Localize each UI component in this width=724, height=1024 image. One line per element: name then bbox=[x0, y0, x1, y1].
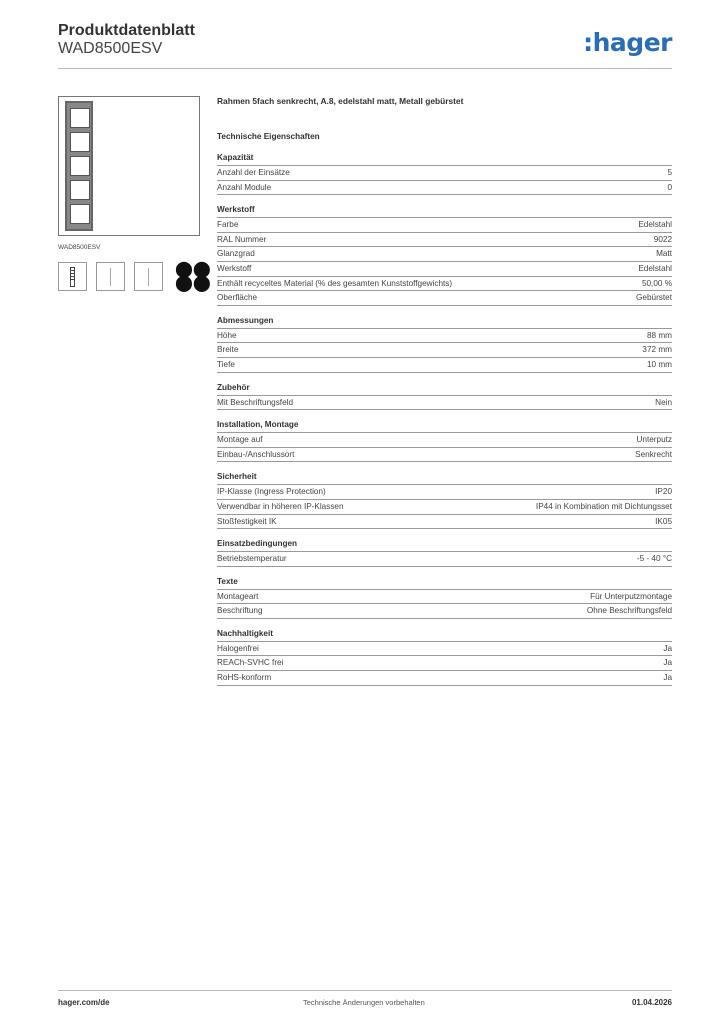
spec-label: Oberfläche bbox=[217, 293, 258, 303]
spec-row bbox=[217, 181, 672, 196]
spec-row bbox=[217, 262, 672, 277]
spec-value: Für Unterputzmontage bbox=[590, 591, 672, 601]
spec-section bbox=[217, 204, 672, 306]
footer-disclaimer: Technische Änderungen vorbehalten bbox=[303, 998, 425, 1007]
spec-row bbox=[217, 642, 672, 657]
spec-row bbox=[217, 358, 672, 373]
spec-value: 88 mm bbox=[646, 330, 672, 340]
spec-value: Nein bbox=[655, 397, 672, 407]
spec-row bbox=[217, 396, 672, 411]
spec-row bbox=[217, 671, 672, 686]
section-title: Installation, Montage bbox=[217, 419, 672, 433]
spec-value: 50,00 % bbox=[641, 278, 672, 288]
spec-value: Matt bbox=[656, 249, 672, 259]
product-code: WAD8500ESV bbox=[58, 40, 163, 57]
spec-value: IP20 bbox=[655, 487, 672, 497]
spec-value: Gebürstet bbox=[636, 293, 672, 303]
document-title: Produktdatenblatt bbox=[58, 22, 195, 39]
spec-row bbox=[217, 218, 672, 233]
footer-date: 01.04.2026 bbox=[631, 998, 672, 1007]
section-title: Abmessungen bbox=[217, 315, 672, 329]
spec-row bbox=[217, 233, 672, 248]
section-title: Nachhaltigkeit bbox=[217, 628, 672, 642]
section-title: Kapazität bbox=[217, 152, 672, 166]
spec-section bbox=[217, 538, 672, 567]
section-title: Texte bbox=[217, 576, 672, 590]
section-title: Zubehör bbox=[217, 382, 672, 396]
spec-label: Höhe bbox=[217, 330, 237, 340]
spec-row bbox=[217, 500, 672, 515]
spec-label: Beschriftung bbox=[217, 606, 263, 616]
spec-value: Edelstahl bbox=[638, 220, 672, 230]
spec-row bbox=[217, 247, 672, 262]
spec-row bbox=[217, 433, 672, 448]
spec-value: Ja bbox=[663, 658, 672, 668]
spec-label: Halogenfrei bbox=[217, 643, 259, 653]
spec-row bbox=[217, 166, 672, 181]
footer-divider bbox=[58, 990, 672, 991]
spec-section bbox=[217, 382, 672, 411]
spec-section bbox=[217, 419, 672, 462]
spec-label: Mit Beschriftungsfeld bbox=[217, 397, 293, 407]
spec-label: Betriebstemperatur bbox=[217, 554, 287, 564]
section-title: Einsatzbedingungen bbox=[217, 538, 672, 552]
footer-website: hager.com/de bbox=[58, 998, 110, 1007]
spec-label: Werkstoff bbox=[217, 263, 252, 273]
water-drops-icon: ⬤⬤ ⬤⬤ bbox=[175, 261, 211, 292]
spec-label: RoHS-konform bbox=[217, 673, 272, 683]
spec-value: 5 bbox=[667, 168, 672, 177]
spec-label: Breite bbox=[217, 345, 239, 355]
spec-value: 0 bbox=[667, 182, 672, 192]
product-image bbox=[58, 96, 200, 236]
spec-label: Montageart bbox=[217, 591, 259, 601]
spec-row bbox=[217, 515, 672, 530]
spec-label: Einbau-/Anschlussort bbox=[217, 449, 295, 459]
spec-section bbox=[217, 315, 672, 373]
spec-label: Verwendbar in höheren IP-Klassen bbox=[217, 501, 344, 511]
spec-row bbox=[217, 590, 672, 605]
spec-label: Glanzgrad bbox=[217, 249, 255, 259]
image-caption: WAD8500ESV bbox=[58, 244, 101, 251]
spec-row bbox=[217, 485, 672, 500]
spec-row bbox=[217, 656, 672, 671]
spec-row bbox=[217, 448, 672, 463]
spec-section bbox=[217, 576, 672, 619]
spec-value: 372 mm bbox=[642, 345, 672, 355]
spec-value: IK05 bbox=[655, 516, 672, 526]
spec-label: Enthält recyceltes Material (% des gesamten Kunststoffgewichts) bbox=[217, 278, 453, 288]
spec-section bbox=[217, 628, 672, 686]
page-header bbox=[58, 22, 672, 58]
spec-value: -5 - 40 °C bbox=[636, 554, 672, 564]
spec-content bbox=[217, 96, 672, 686]
tech-heading: Technische Eigenschaften bbox=[217, 132, 320, 141]
spec-value: Ja bbox=[663, 643, 672, 653]
section-title: Werkstoff bbox=[217, 204, 672, 218]
section-title: Sicherheit bbox=[217, 471, 672, 485]
frame-illustration bbox=[65, 101, 93, 231]
spec-label: Stoßfestigkeit IK bbox=[217, 516, 277, 526]
spec-value: Edelstahl bbox=[638, 263, 672, 273]
spec-value: 9022 bbox=[653, 234, 672, 244]
header-divider bbox=[58, 68, 672, 69]
spec-label: Anzahl Module bbox=[217, 182, 272, 192]
spec-row bbox=[217, 291, 672, 306]
hager-logo: :hager bbox=[583, 28, 672, 57]
spec-value: Ja bbox=[663, 673, 672, 683]
spec-label: Montage auf bbox=[217, 435, 263, 445]
spec-label: Anzahl der Einsätze bbox=[217, 168, 290, 177]
spec-value: Ohne Beschriftungsfeld bbox=[586, 606, 672, 616]
spec-row bbox=[217, 604, 672, 619]
spec-section bbox=[217, 471, 672, 529]
spec-section bbox=[217, 152, 672, 195]
vertical-line-icon bbox=[134, 262, 163, 291]
spec-row bbox=[217, 343, 672, 358]
spec-label: RAL Nummer bbox=[217, 234, 267, 244]
spec-label: Tiefe bbox=[217, 359, 235, 369]
product-title: Rahmen 5fach senkrecht, A.8, edelstahl matt, Metall gebürstet bbox=[217, 96, 464, 106]
spec-row bbox=[217, 552, 672, 567]
spec-label: Farbe bbox=[217, 220, 239, 230]
frame-5-gang-icon bbox=[58, 262, 87, 291]
spec-label: IP-Klasse (Ingress Protection) bbox=[217, 487, 326, 497]
spec-label: REACh-SVHC frei bbox=[217, 658, 284, 668]
spec-value: Unterputz bbox=[636, 435, 672, 445]
spec-sections bbox=[217, 152, 672, 686]
spec-value: 10 mm bbox=[646, 359, 672, 369]
spec-row bbox=[217, 277, 672, 292]
vertical-line-icon bbox=[96, 262, 125, 291]
spec-value: Senkrecht bbox=[635, 449, 672, 459]
spec-value: IP44 in Kombination mit Dichtungsset bbox=[535, 501, 672, 511]
spec-row bbox=[217, 329, 672, 344]
